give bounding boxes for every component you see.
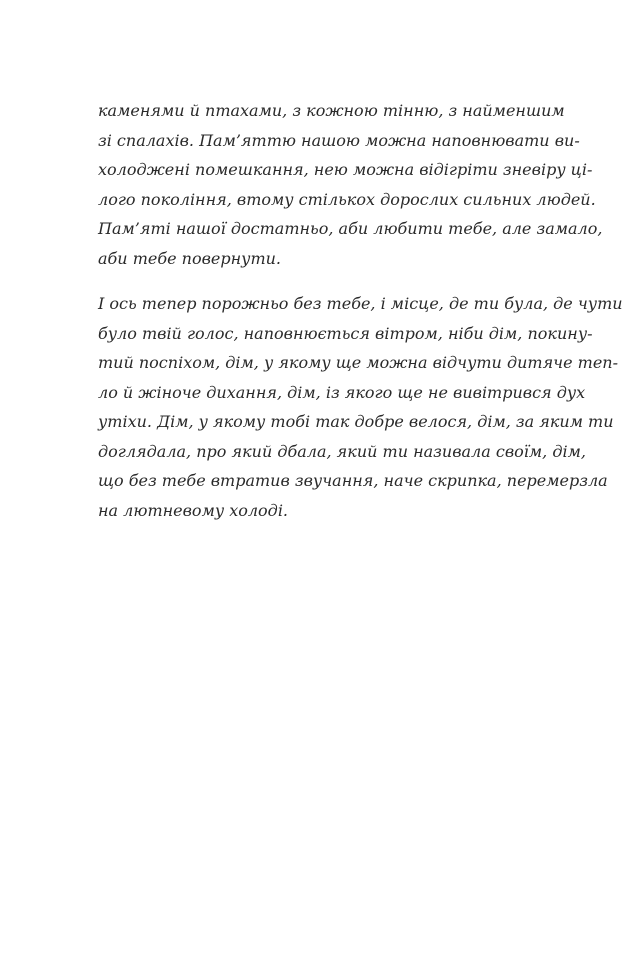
paragraph-2 xyxy=(98,289,623,525)
text-line: холоджені помешкання, нею можна відігріти зневіру ці- xyxy=(98,160,593,179)
text-line: аби тебе повернути. xyxy=(98,248,281,268)
text-line: І ось тепер порожньо без тебе, і місце, де ти була, де чути xyxy=(98,294,623,313)
text-line: доглядала, про який дбала, який ти називала своїм, дім, xyxy=(98,441,586,461)
text-line: каменями й птахами, з кожною тінню, з найменшим xyxy=(98,101,565,120)
paragraph-1 xyxy=(98,96,603,273)
text-line: утіхи. Дім, у якому тобі так добре велося, дім, за яким ти xyxy=(98,412,614,431)
text-line: Пам’яті нашої достатньо, аби любити тебе, але замало, xyxy=(98,219,603,238)
text-line: ло й жіноче дихання, дім, із якого ще не вивітрився дух xyxy=(98,382,586,402)
text-line: на лютневому холоді. xyxy=(98,500,289,520)
text-line: що без тебе втратив звучання, наче скрипка, перемерзла xyxy=(98,471,608,490)
text-line: лого покоління, втому стількох дорослих сильних людей. xyxy=(98,189,596,209)
text-line: зі спалахів. Пам’яттю нашою можна наповнювати ви- xyxy=(98,130,580,150)
text-line: тий поспіхом, дім, у якому ще можна відчути дитяче теп- xyxy=(98,353,619,372)
text-line: було твій голос, наповнюється вітром, ніби дім, покину- xyxy=(98,323,593,343)
